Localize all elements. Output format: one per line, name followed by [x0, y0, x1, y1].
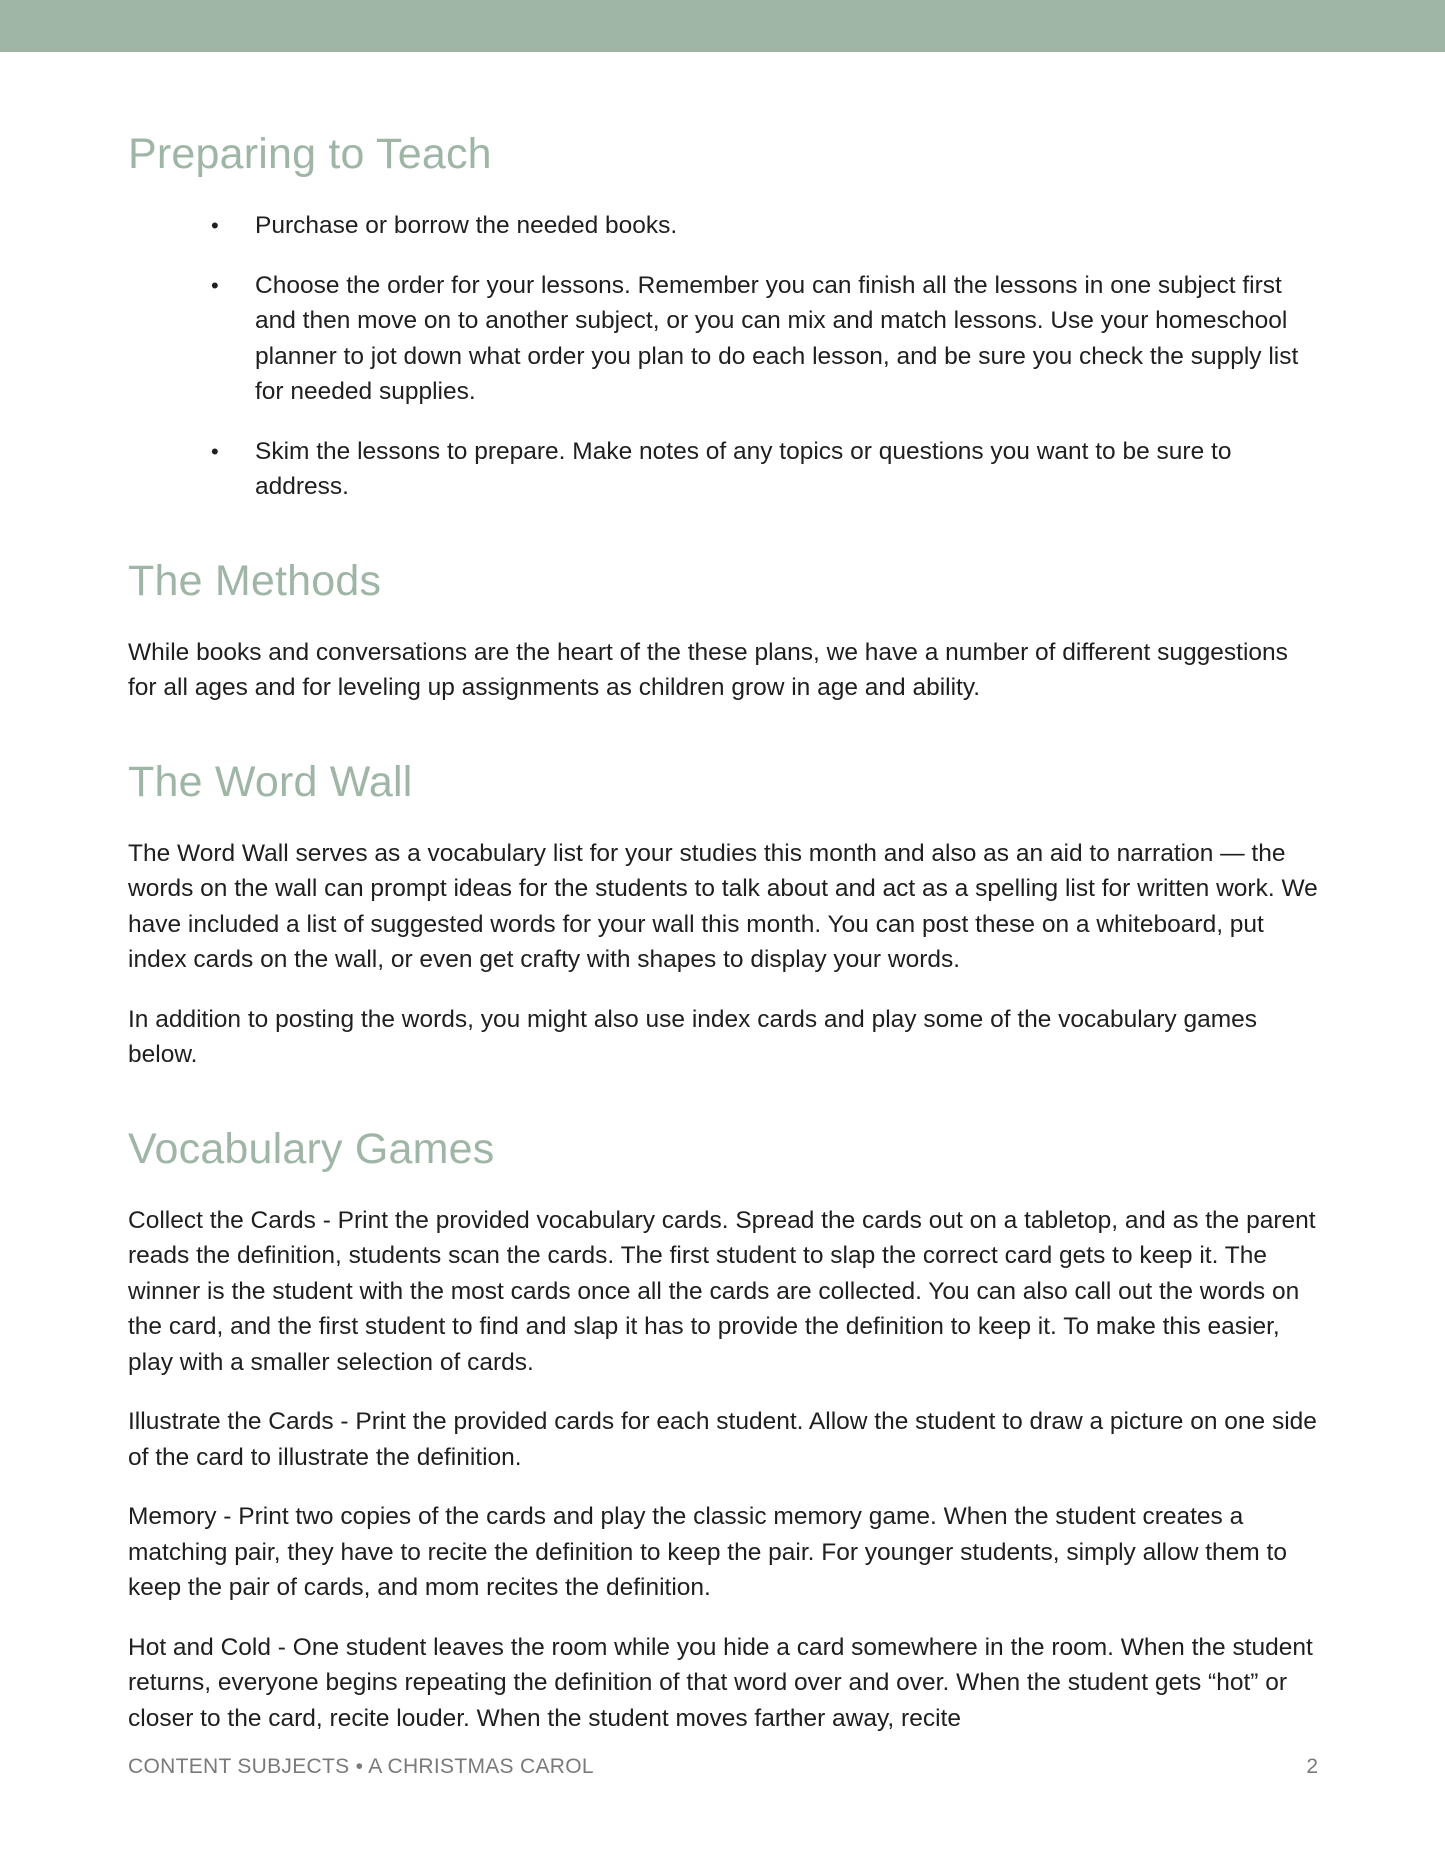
footer-title: CONTENT SUBJECTS • A CHRISTMAS CAROL	[128, 1755, 594, 1778]
word-wall-paragraph: In addition to posting the words, you might also use index cards and play some of the vocabulary games below.	[128, 1005, 1258, 1068]
bullet-dot: •	[211, 272, 219, 298]
preparing-bullet-list	[128, 208, 1318, 505]
vocab-game-paragraph: Memory - Print two copies of the cards and play the classic memory game. When the student creates a matching pair, they have to recite the definition to keep the pair. For younger students, simply allow them to keep the pair of cards, and mom recites the definition.	[128, 1503, 1287, 1601]
bullet-item	[211, 268, 1318, 410]
section-heading-word-wall: The Word Wall	[128, 757, 413, 806]
bullet-text: Skim the lessons to prepare. Make notes of any topics or questions you want to be sure to address.	[255, 437, 1232, 500]
bullet-dot: •	[211, 438, 219, 464]
vocab-game-paragraph: Hot and Cold - One student leaves the room while you hide a card somewhere in the room. When the student returns, everyone begins repeating the definition of that word over and over. When the student gets “hot” or closer to the card, recite louder. When the student moves farther away, recite	[128, 1633, 1313, 1732]
bullet-item	[211, 434, 1318, 505]
page-number: 2	[1306, 1755, 1318, 1778]
bullet-dot: •	[211, 213, 219, 238]
page-content	[128, 126, 1318, 1736]
section-heading-preparing: Preparing to Teach	[128, 130, 492, 178]
vocab-game-paragraph: Collect the Cards - Print the provided vocabulary cards. Spread the cards out on a tabletop, and as the parent reads the definition, students scan the cards. The first student to slap the correct card gets to keep it. The winner is the student with the most cards once all the cards are collected. You can also call out the words on the card, and the first student to find and slap it has to provide the definition to keep it. To make this easier, play with a smaller selection of cards.	[128, 1206, 1316, 1376]
header-band	[0, 0, 1445, 52]
vocab-game-paragraph: Illustrate the Cards - Print the provided cards for each student. Allow the student to draw a picture on one side of the card to illustrate the definition.	[128, 1408, 1317, 1471]
section-heading-methods: The Methods	[128, 556, 382, 605]
bullet-text: Choose the order for your lessons. Remember you can finish all the lessons in one subject first and then move on to another subject, or you can mix and match lessons. Use your homeschool planner to jot down what order you plan to do each lesson, and be sure you check the supply list for needed supplies.	[255, 271, 1299, 405]
methods-paragraph: While books and conversations are the heart of the these plans, we have a number of different suggestions for all ages and for leveling up assignments as children grow in age and ability.	[128, 638, 1288, 701]
section-heading-vocab-games: Vocabulary Games	[128, 1124, 495, 1173]
bullet-item	[211, 208, 1318, 244]
word-wall-paragraph: The Word Wall serves as a vocabulary list for your studies this month and also as an aid to narration — the words on the wall can prompt ideas for the students to talk about and act as a spelling list for written work. We have included a list of suggested words for your wall this month. You can post these on a whiteboard, put index cards on the wall, or even get crafty with shapes to display your words.	[128, 839, 1318, 973]
bullet-text: Purchase or borrow the needed books.	[255, 212, 678, 239]
